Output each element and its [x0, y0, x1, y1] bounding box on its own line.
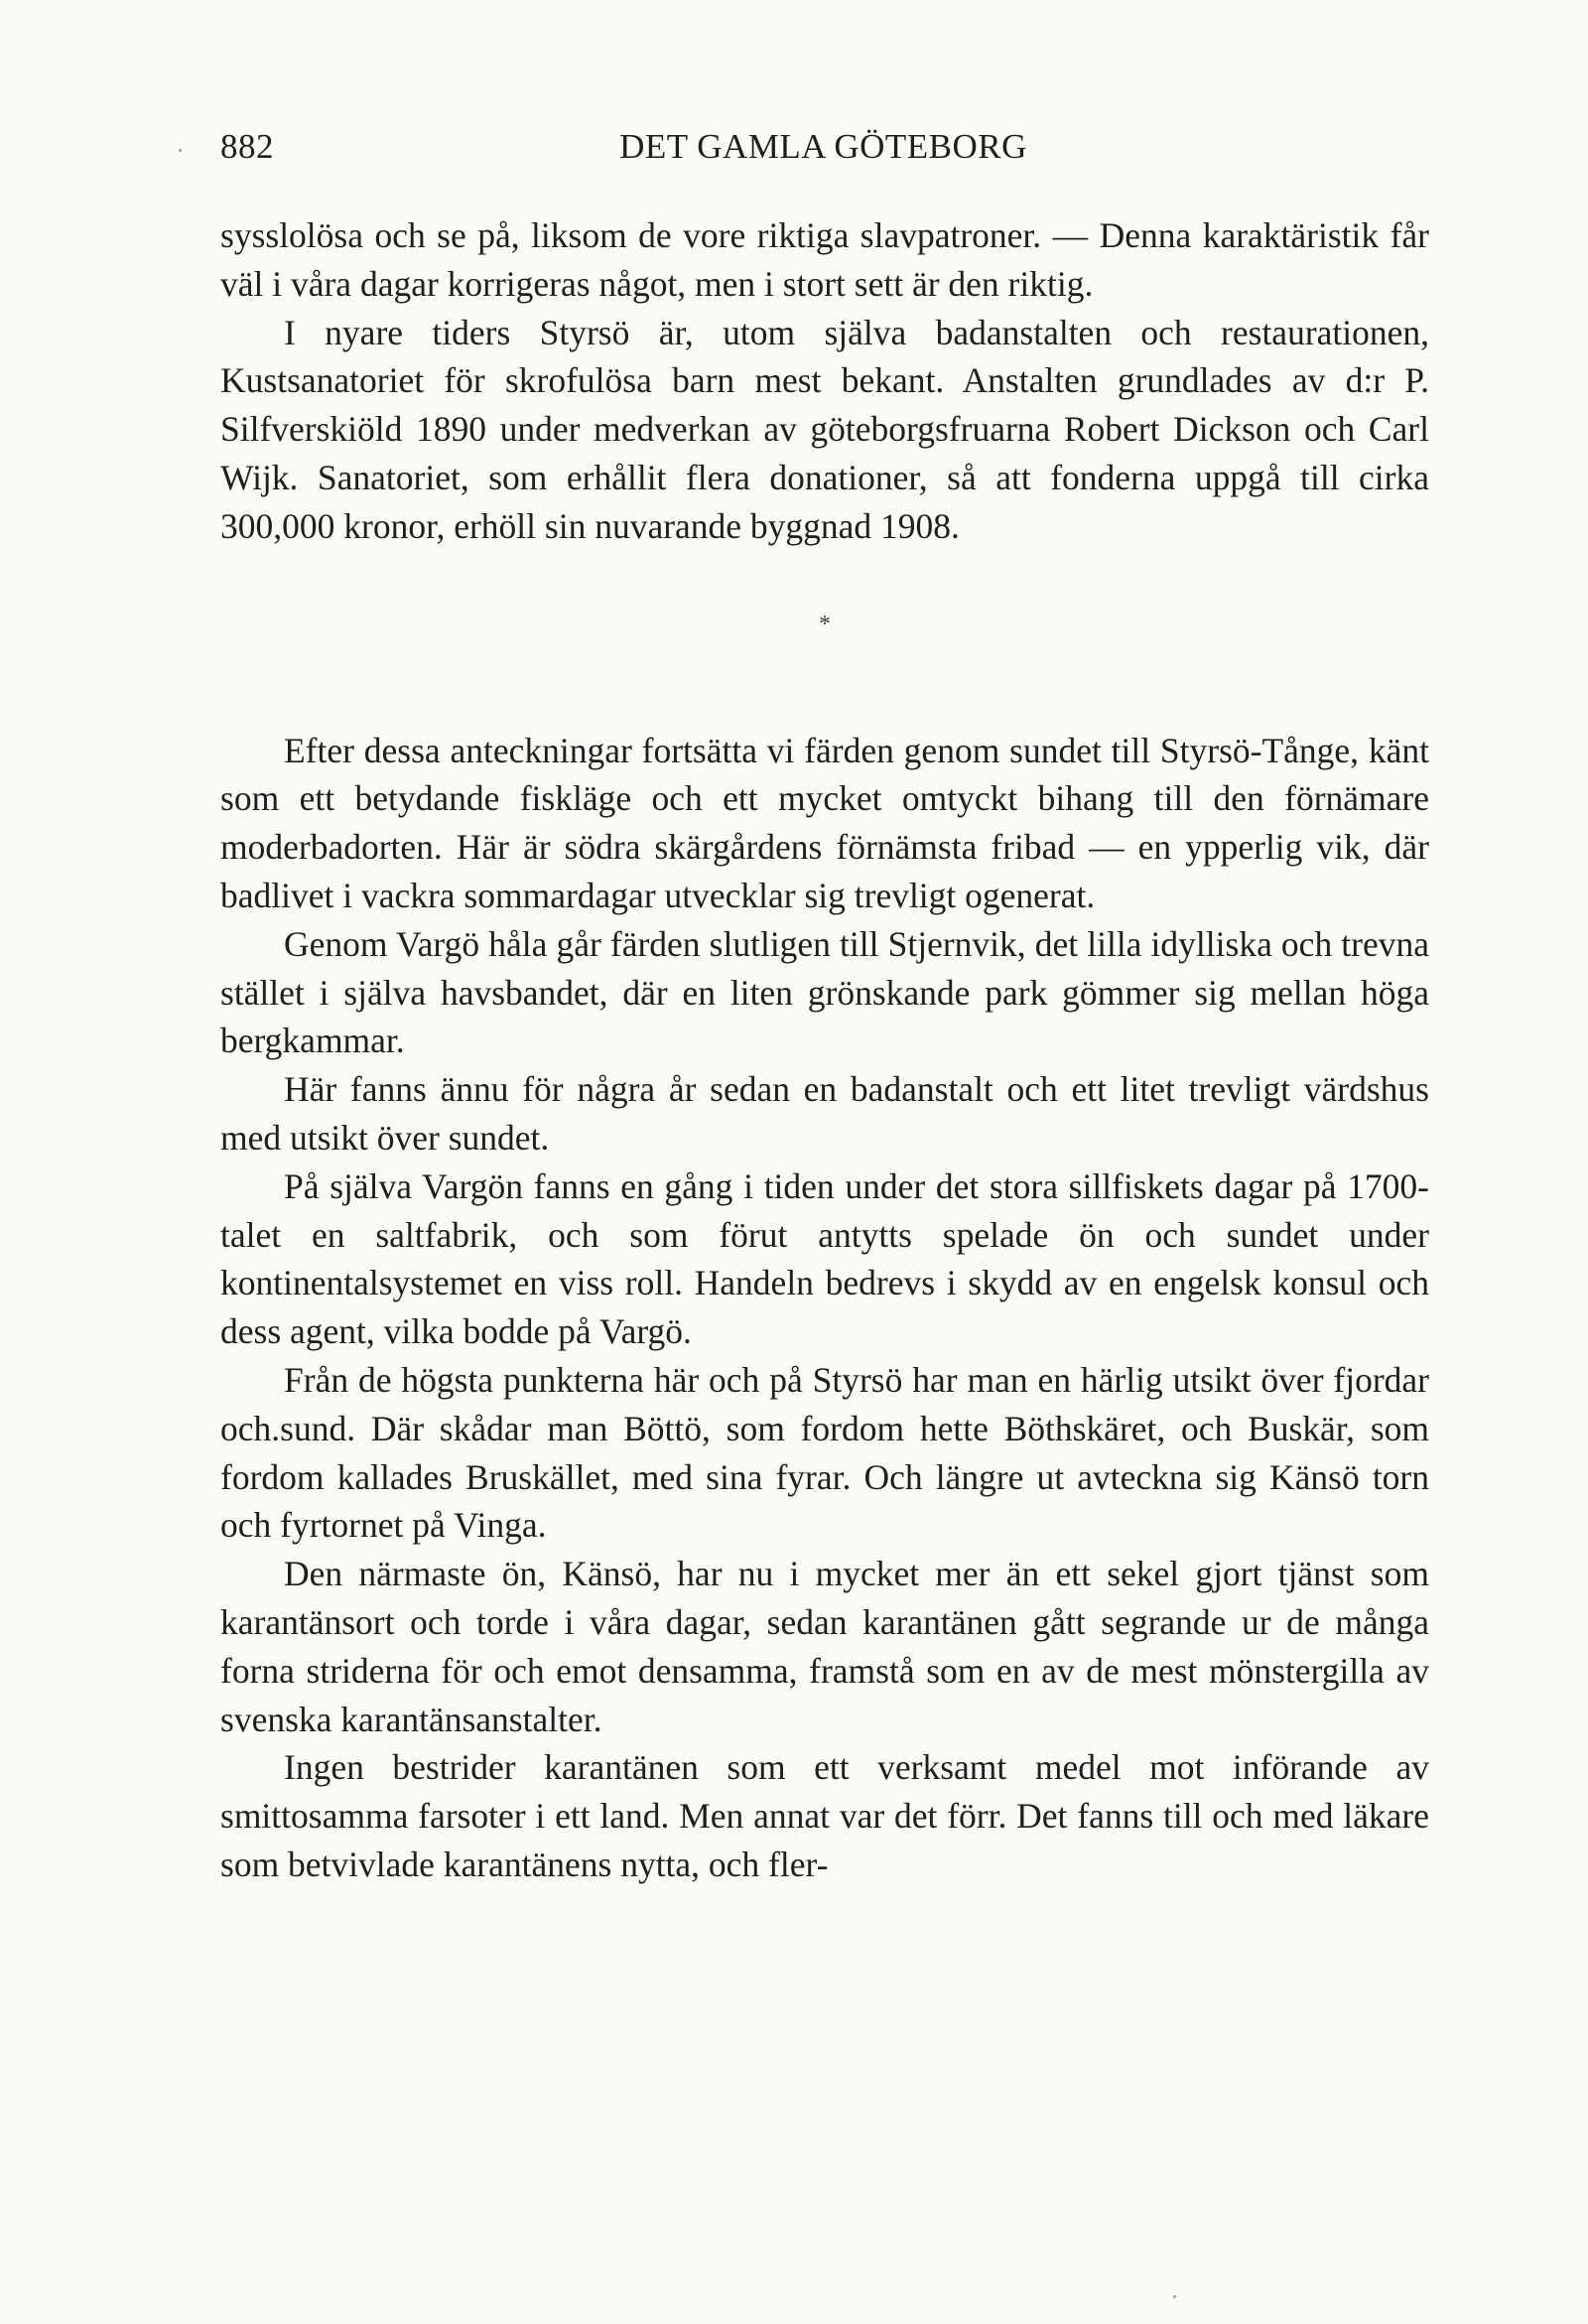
print-speck [179, 149, 182, 152]
running-header [220, 127, 1426, 177]
paragraph: Genom Vargö håla går färden slutligen till Stjernvik, det lilla idylliska och trevna stället i själva havsbandet, där en liten grönskande park gömmer sig mellan höga bergkammar. [220, 923, 1429, 1061]
running-title: DET GAMLA GÖTEBORG [619, 127, 1027, 166]
paragraph: På själva Vargön fanns en gång i tiden under det stora sillfiskets dagar på 1700-talet en saltfabrik, och som förut antytts spelade ön och sundet under kontinentalsystemet en viss roll. Handeln bedrevs i skydd av en engelsk konsul och dess agent, vilka bodde på Vargö. [220, 1165, 1429, 1352]
paragraph: I nyare tiders Styrsö är, utom själva badanstalten och restaurationen, Kustsanatoriet för skrofulösa barn mest bekant. Anstalten grundlades av d:r P. Silfverskiöld 1890 under medverkan av göteborgsfruarna Robert Dickson och Carl Wijk. Sanatoriet, som erhållit flera donationer, så att fonderna uppgå till cirka 300,000 kronor, erhöll sin nuvarande byggnad 1908. [220, 312, 1429, 546]
section-break-asterisk: * [819, 611, 831, 637]
paragraph: Ingen bestrider karantänen som ett verksamt medel mot införande av smittosamma farsoter i ett land. Men annat var det förr. Det fanns till och med läkare som betvivlade karantänens nytta, och fler- [220, 1747, 1429, 1884]
section-break [220, 551, 1429, 727]
print-speck [1173, 2295, 1176, 2298]
body-text [220, 211, 1429, 1889]
paragraph: sysslolösa och se på, liksom de vore riktiga slavpatroner. — Denna karaktäristik får väl i våra dagar korrigeras något, men i stort sett är den riktig. [220, 215, 1429, 304]
paragraph: Från de högsta punkterna här och på Styrsö har man en härlig utsikt över fjordar och.sund. Där skådar man Böttö, som fordom hette Böthskäret, och Buskär, som fordom kallades Bruskället, med sina fyrar. Och längre ut avteckna sig Känsö torn och fyrtornet på Vinga. [220, 1359, 1429, 1546]
paragraph: Här fanns ännu för några år sedan en badanstalt och ett litet trevligt värdshus med utsikt över sundet. [220, 1069, 1429, 1158]
paragraph: Efter dessa anteckningar fortsätta vi färden genom sundet till Styrsö-Tånge, känt som ett betydande fiskläge och ett mycket omtyckt bihang till den förnämare moderbadorten. Här är södra skärgårdens förnämsta fribad — en ypperlig vik, där badlivet i vackra sommardagar utvecklar sig trevligt ogenerat. [220, 730, 1429, 915]
paragraph: Den närmaste ön, Känsö, har nu i mycket mer än ett sekel gjort tjänst som karantänsort och torde i våra dagar, sedan karantänen gått segrande ur de många forna striderna för och emot densamma, framstå som en av de mest mönstergilla av svenska karantänsanstalter. [220, 1554, 1429, 1739]
page-number: 882 [220, 127, 274, 166]
